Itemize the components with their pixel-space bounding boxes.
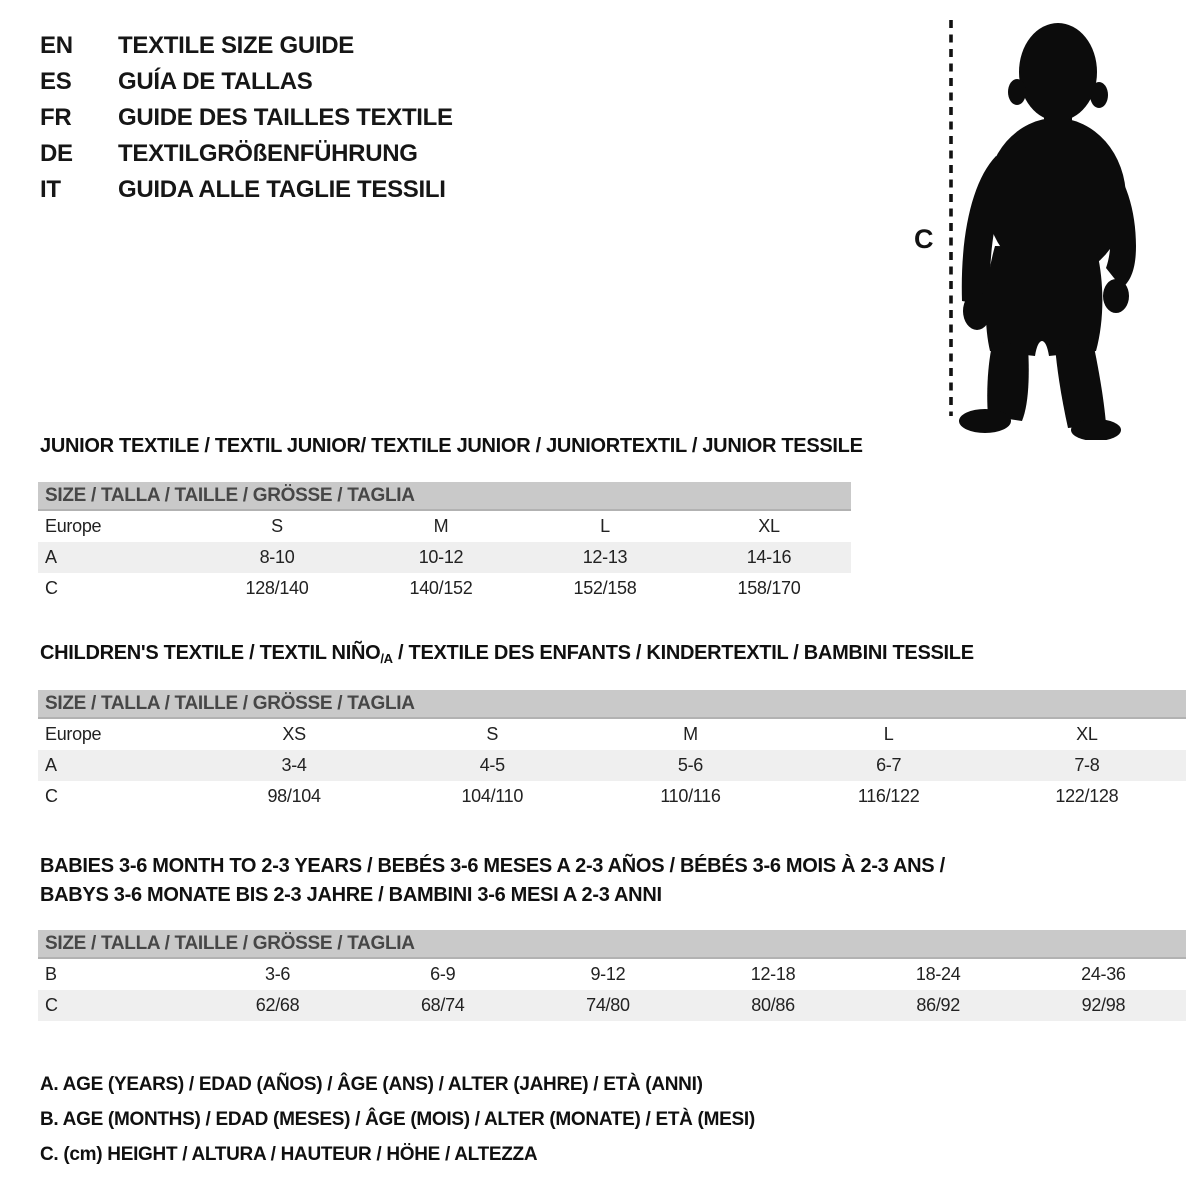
junior-size-header-bar: SIZE / TALLA / TAILLE / GRÖSSE / TAGLIA [38, 482, 851, 511]
section-junior-textile [0, 435, 1200, 604]
children-title-suffix: / TEXTILE DES ENFANTS / KINDERTEXTIL / BAMBINI TESSILE [392, 642, 974, 664]
row-label-cell: C [45, 995, 58, 1015]
value-cell: S [271, 516, 283, 536]
language-title-block [40, 28, 453, 208]
value-cell: 3-4 [281, 755, 307, 775]
value-cell: 4-5 [479, 755, 505, 775]
value-cell: 6-7 [876, 755, 902, 775]
value-cell: 9-12 [590, 964, 626, 984]
table-row [38, 542, 851, 573]
guide-title-fr: GUIDE DES TAILLES TEXTILE [118, 104, 453, 131]
children-title-gender-suffix: /A [380, 651, 393, 666]
language-code: FR [40, 104, 72, 131]
value-cell: 74/80 [586, 995, 630, 1015]
language-row-de [40, 136, 453, 172]
row-label-cell: Europe [45, 516, 102, 536]
value-cell: 140/152 [409, 578, 473, 598]
height-dimension-label: C [914, 224, 934, 254]
legend-height-cm: C. (cm) HEIGHT / ALTURA / HAUTEUR / HÖHE / ALTEZZA [40, 1144, 538, 1165]
value-cell: 7-8 [1074, 755, 1100, 775]
junior-size-table [38, 511, 851, 604]
value-cell: XS [282, 724, 306, 744]
section-babies-textile [0, 852, 1200, 1021]
value-cell: 14-16 [746, 547, 792, 567]
row-label-cell: C [45, 786, 58, 806]
value-cell: S [486, 724, 499, 744]
language-row-en [40, 28, 453, 64]
children-size-header-bar: SIZE / TALLA / TAILLE / GRÖSSE / TAGLIA [38, 690, 1186, 719]
guide-title-en: TEXTILE SIZE GUIDE [118, 32, 354, 59]
table-row [38, 990, 1186, 1021]
value-cell: 12-13 [582, 547, 628, 567]
guide-title-it: GUIDA ALLE TAGLIE TESSILI [118, 176, 446, 203]
guide-title-de: TEXTILGRÖßENFÜHRUNG [118, 140, 418, 167]
measurement-legend [40, 1067, 1200, 1172]
legend-age-years: A. AGE (YEARS) / EDAD (AÑOS) / ÂGE (ANS) / ALTER (JAHRE) / ETÀ (ANNI) [40, 1074, 703, 1095]
row-label-cell: A [45, 547, 57, 567]
babies-title-line2: BABYS 3-6 MONATE BIS 2-3 JAHRE / BAMBINI 3-6 MESI A 2-3 ANNI [40, 884, 662, 906]
row-label-cell: C [45, 578, 58, 598]
value-cell: 92/98 [1081, 995, 1126, 1015]
value-cell: 5-6 [677, 755, 704, 775]
babies-size-table [38, 959, 1186, 1021]
language-code: IT [40, 176, 61, 203]
language-row-fr [40, 100, 453, 136]
value-cell: 104/110 [461, 786, 524, 806]
value-cell: 3-6 [265, 964, 291, 984]
value-cell: 18-24 [915, 964, 961, 984]
language-row-es [40, 64, 453, 100]
value-cell: 12-18 [750, 964, 796, 984]
value-cell: 8-10 [259, 547, 295, 567]
language-row-it [40, 172, 453, 208]
value-cell: L [600, 516, 610, 536]
section-children-textile [0, 642, 1200, 812]
children-size-table [38, 719, 1186, 812]
table-row [38, 781, 1186, 812]
size-tables-content [0, 435, 1200, 1172]
babies-size-header-bar: SIZE / TALLA / TAILLE / GRÖSSE / TAGLIA [38, 930, 1186, 959]
table-row [38, 573, 851, 604]
value-cell: 62/68 [255, 995, 300, 1015]
table-row [38, 719, 1186, 750]
legend-age-months: B. AGE (MONTHS) / EDAD (MESES) / ÂGE (MOIS) / ALTER (MONATE) / ETÀ (MESI) [40, 1109, 755, 1130]
language-code: ES [40, 68, 72, 95]
table-row [38, 959, 1186, 990]
height-measurement-figure [900, 6, 1170, 440]
junior-section-title: JUNIOR TEXTILE / TEXTIL JUNIOR/ TEXTILE JUNIOR / JUNIORTEXTIL / JUNIOR TESSILE [40, 435, 863, 457]
value-cell: 128/140 [245, 578, 309, 598]
value-cell: 122/128 [1055, 786, 1119, 806]
language-code: EN [40, 32, 73, 59]
value-cell: 158/170 [737, 578, 801, 598]
value-cell: 98/104 [267, 786, 321, 806]
table-row [38, 511, 851, 542]
value-cell: 80/86 [751, 995, 795, 1015]
babies-section-title [40, 852, 1200, 910]
value-cell: 24-36 [1081, 964, 1126, 984]
value-cell: 152/158 [573, 578, 637, 598]
row-label-cell: B [45, 964, 57, 984]
babies-title-line1: BABIES 3-6 MONTH TO 2-3 YEARS / BEBÉS 3-6 MESES A 2-3 AÑOS / BÉBÉS 3-6 MOIS À 2-3 ANS / [40, 855, 945, 877]
value-cell: 116/122 [857, 786, 920, 806]
toddler-silhouette-icon [959, 23, 1136, 440]
value-cell: XL [758, 516, 780, 536]
value-cell: 10-12 [418, 547, 464, 567]
value-cell: XL [1076, 724, 1098, 744]
row-label-cell: Europe [45, 724, 102, 744]
children-section-title [40, 642, 1200, 666]
language-code: DE [40, 140, 73, 167]
value-cell: 110/116 [660, 786, 721, 806]
value-cell: 6-9 [430, 964, 456, 984]
children-title-prefix: CHILDREN'S TEXTILE / TEXTIL NIÑO [40, 642, 381, 664]
guide-title-es: GUÍA DE TALLAS [118, 68, 313, 95]
value-cell: L [883, 724, 894, 744]
value-cell: 68/74 [420, 995, 465, 1015]
row-label-cell: A [45, 755, 57, 775]
value-cell: M [683, 724, 698, 744]
table-row [38, 750, 1186, 781]
value-cell: M [433, 516, 449, 536]
value-cell: 86/92 [916, 995, 960, 1015]
